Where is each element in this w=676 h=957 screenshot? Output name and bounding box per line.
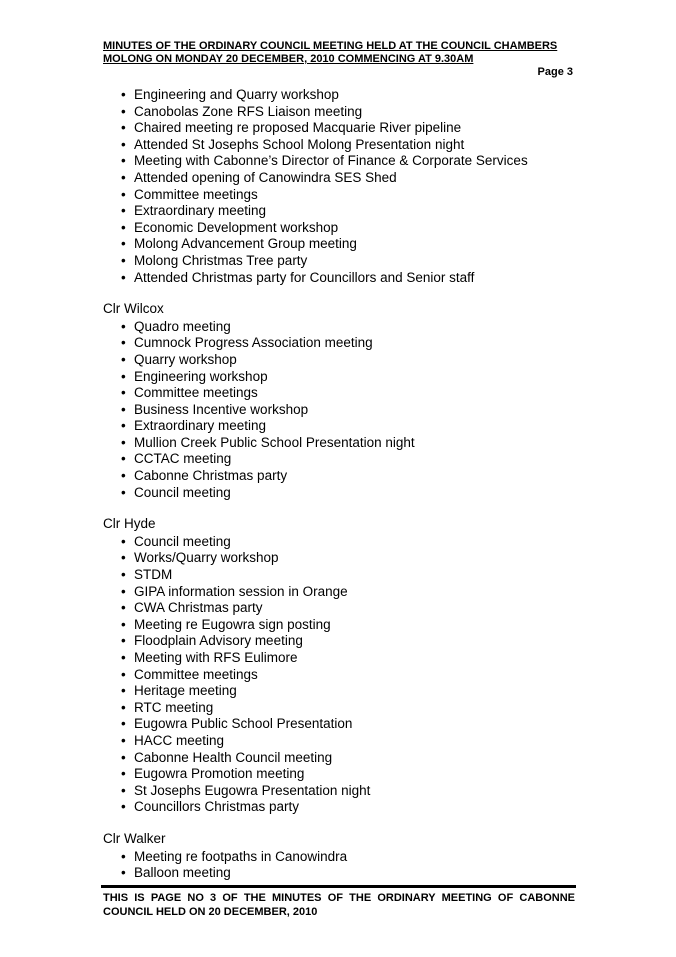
list-item-text: Extraordinary meeting <box>134 203 267 219</box>
bullet-icon: • <box>121 666 126 682</box>
bullet-icon: • <box>121 567 126 583</box>
list-item <box>121 533 578 551</box>
list-item-text: Council meeting <box>134 484 231 500</box>
bullet-icon: • <box>121 401 126 417</box>
list-item-text: HACC meeting <box>134 732 225 748</box>
bullet-icon: • <box>121 749 126 765</box>
list-item <box>121 120 578 137</box>
list-item-text: Committee meetings <box>134 666 258 682</box>
list-item <box>121 666 578 684</box>
list-item <box>121 351 578 369</box>
list-item <box>121 136 578 154</box>
list-item <box>121 600 578 617</box>
councillor-section-wilcox <box>103 301 578 501</box>
list-item-text: St Josephs Eugowra Presentation night <box>134 782 371 798</box>
bullet-icon: • <box>121 600 126 616</box>
bullet-icon: • <box>121 335 126 351</box>
list-item <box>121 368 578 386</box>
list-item <box>121 186 578 204</box>
list-item-text: Committee meetings <box>134 186 258 202</box>
activity-list-continued <box>103 87 578 286</box>
list-item-text: Economic Development workshop <box>134 219 339 235</box>
bullet-icon: • <box>121 650 126 665</box>
list-item <box>121 385 578 402</box>
bullet-icon: • <box>121 203 126 219</box>
list-item-text: RTC meeting <box>134 699 214 715</box>
list-item-text: Meeting re footpaths in Canowindra <box>134 848 348 864</box>
list-item-text: Cabonne Health Council meeting <box>134 749 333 765</box>
bullet-icon: • <box>121 716 126 732</box>
list-item <box>121 865 578 882</box>
list-item <box>121 766 578 783</box>
list-item <box>121 616 578 634</box>
bullet-icon: • <box>121 732 126 748</box>
councillor-section-walker <box>103 831 578 882</box>
list-item-text: Committee meetings <box>134 385 258 401</box>
list-item-text: GIPA information session in Orange <box>134 583 348 599</box>
councillor-name: Clr Hyde <box>103 516 156 532</box>
list-item <box>121 269 578 287</box>
list-item-text: Eugowra Public School Presentation <box>134 716 353 732</box>
bullet-icon: • <box>121 550 126 566</box>
bullet-icon: • <box>121 418 126 434</box>
list-item-text: Balloon meeting <box>134 865 231 881</box>
list-item-text: CWA Christmas party <box>134 600 263 616</box>
list-item-text: Mullion Creek Public School Presentation night <box>134 434 415 450</box>
councillor-name: Clr Wilcox <box>103 301 164 317</box>
list-item <box>121 401 578 419</box>
list-item-text: Engineering workshop <box>134 368 268 384</box>
list-item-text: Meeting with Cabonne’s Director of Finance & Corporate Services <box>134 153 528 169</box>
bullet-icon: • <box>121 583 126 599</box>
bullet-icon: • <box>121 120 126 136</box>
bullet-icon: • <box>121 252 126 268</box>
list-item <box>121 169 578 187</box>
list-item <box>121 484 578 502</box>
header-title-line-1: MINUTES OF THE ORDINARY COUNCIL MEETING HELD AT THE COUNCIL CHAMBERS <box>103 40 558 52</box>
councillor-section-hyde <box>103 516 578 816</box>
bullet-icon: • <box>121 169 126 185</box>
list-item-text: Canobolas Zone RFS Liaison meeting <box>134 103 363 119</box>
list-item-text: Molong Advancement Group meeting <box>134 236 357 252</box>
activity-list-hyde <box>103 534 578 816</box>
list-item-text: Attended St Josephs School Molong Presentation night <box>134 136 465 152</box>
bullet-icon: • <box>121 468 126 484</box>
bullet-icon: • <box>121 368 126 384</box>
list-item <box>121 318 578 336</box>
bullet-icon: • <box>121 87 126 102</box>
list-item <box>121 799 578 816</box>
bullet-icon: • <box>121 153 126 169</box>
list-item-text: CCTAC meeting <box>134 451 232 467</box>
list-item <box>121 236 578 253</box>
bullet-icon: • <box>121 351 126 367</box>
list-item <box>121 219 578 237</box>
activity-list-wilcox <box>103 319 578 502</box>
list-item <box>121 451 578 468</box>
bullet-icon: • <box>121 848 126 864</box>
list-item <box>121 650 578 667</box>
bullet-icon: • <box>121 533 126 549</box>
bullet-icon: • <box>121 219 126 235</box>
list-item <box>121 418 578 435</box>
bullet-icon: • <box>121 451 126 467</box>
bullet-icon: • <box>121 782 126 798</box>
list-item <box>121 633 578 650</box>
list-item <box>121 567 578 584</box>
list-item <box>121 434 578 452</box>
list-item-text: Attended Christmas party for Councillors and Senior staff <box>134 269 475 285</box>
list-item <box>121 103 578 121</box>
bullet-icon: • <box>121 683 126 699</box>
list-item-text: Floodplain Advisory meeting <box>134 633 303 649</box>
bullet-icon: • <box>121 136 126 152</box>
bullet-icon: • <box>121 633 126 649</box>
bullet-icon: • <box>121 799 126 815</box>
activity-list-walker <box>103 849 578 882</box>
list-item <box>121 583 578 601</box>
list-item <box>121 848 578 866</box>
list-item-text: Molong Christmas Tree party <box>134 252 308 268</box>
list-item-text: Engineering and Quarry workshop <box>134 87 339 102</box>
list-item <box>121 203 578 220</box>
list-item-text: STDM <box>134 567 173 583</box>
list-item <box>121 683 578 700</box>
list-item <box>121 732 578 750</box>
list-item-text: Works/Quarry workshop <box>134 550 279 566</box>
list-item <box>121 335 578 352</box>
list-item <box>121 468 578 485</box>
list-item-text: Quadro meeting <box>134 318 231 334</box>
list-item <box>121 87 578 104</box>
list-item <box>121 716 578 733</box>
bullet-icon: • <box>121 186 126 202</box>
bullet-icon: • <box>121 385 126 401</box>
bullet-icon: • <box>121 103 126 119</box>
bullet-icon: • <box>121 766 126 782</box>
list-item <box>121 749 578 767</box>
councillor-name: Clr Walker <box>103 830 166 846</box>
list-item-text: Extraordinary meeting <box>134 418 267 434</box>
list-item <box>121 550 578 567</box>
footer-divider <box>101 885 576 888</box>
list-item-text: Meeting re Eugowra sign posting <box>134 616 331 632</box>
list-item-text: Chaired meeting re proposed Macquarie River pipeline <box>134 120 462 136</box>
bullet-icon: • <box>121 434 126 450</box>
bullet-icon: • <box>121 236 126 252</box>
list-item <box>121 252 578 270</box>
bullet-icon: • <box>121 616 126 632</box>
list-item-text: Cabonne Christmas party <box>134 468 288 484</box>
bullet-icon: • <box>121 865 126 881</box>
page-number: Page 3 <box>537 66 573 78</box>
list-item-text: Eugowra Promotion meeting <box>134 766 305 782</box>
list-item <box>121 699 578 717</box>
list-item-text: Council meeting <box>134 533 231 549</box>
bullet-icon: • <box>121 269 126 285</box>
list-item-text: Quarry workshop <box>134 351 237 367</box>
page-footer: THIS IS PAGE NO 3 OF THE MINUTES OF THE ORDINARY MEETING OF CABONNE COUNCIL HELD ON 20 DECEMBER, 2010 <box>103 892 575 918</box>
document-body <box>103 87 578 882</box>
list-item-text: Heritage meeting <box>134 683 237 699</box>
page-header <box>103 40 575 66</box>
list-item-text: Attended opening of Canowindra SES Shed <box>134 169 397 185</box>
list-item-text: Councillors Christmas party <box>134 799 300 815</box>
bullet-icon: • <box>121 484 126 500</box>
header-title-line-2: MOLONG ON MONDAY 20 DECEMBER, 2010 COMMENCING AT 9.30AM <box>103 53 474 65</box>
list-item-text: Business Incentive workshop <box>134 401 309 417</box>
list-item-text: Cumnock Progress Association meeting <box>134 335 373 351</box>
list-item-text: Meeting with RFS Eulimore <box>134 650 298 665</box>
bullet-icon: • <box>121 699 126 715</box>
list-item <box>121 782 578 800</box>
list-item <box>121 153 578 170</box>
bullet-icon: • <box>121 318 126 334</box>
